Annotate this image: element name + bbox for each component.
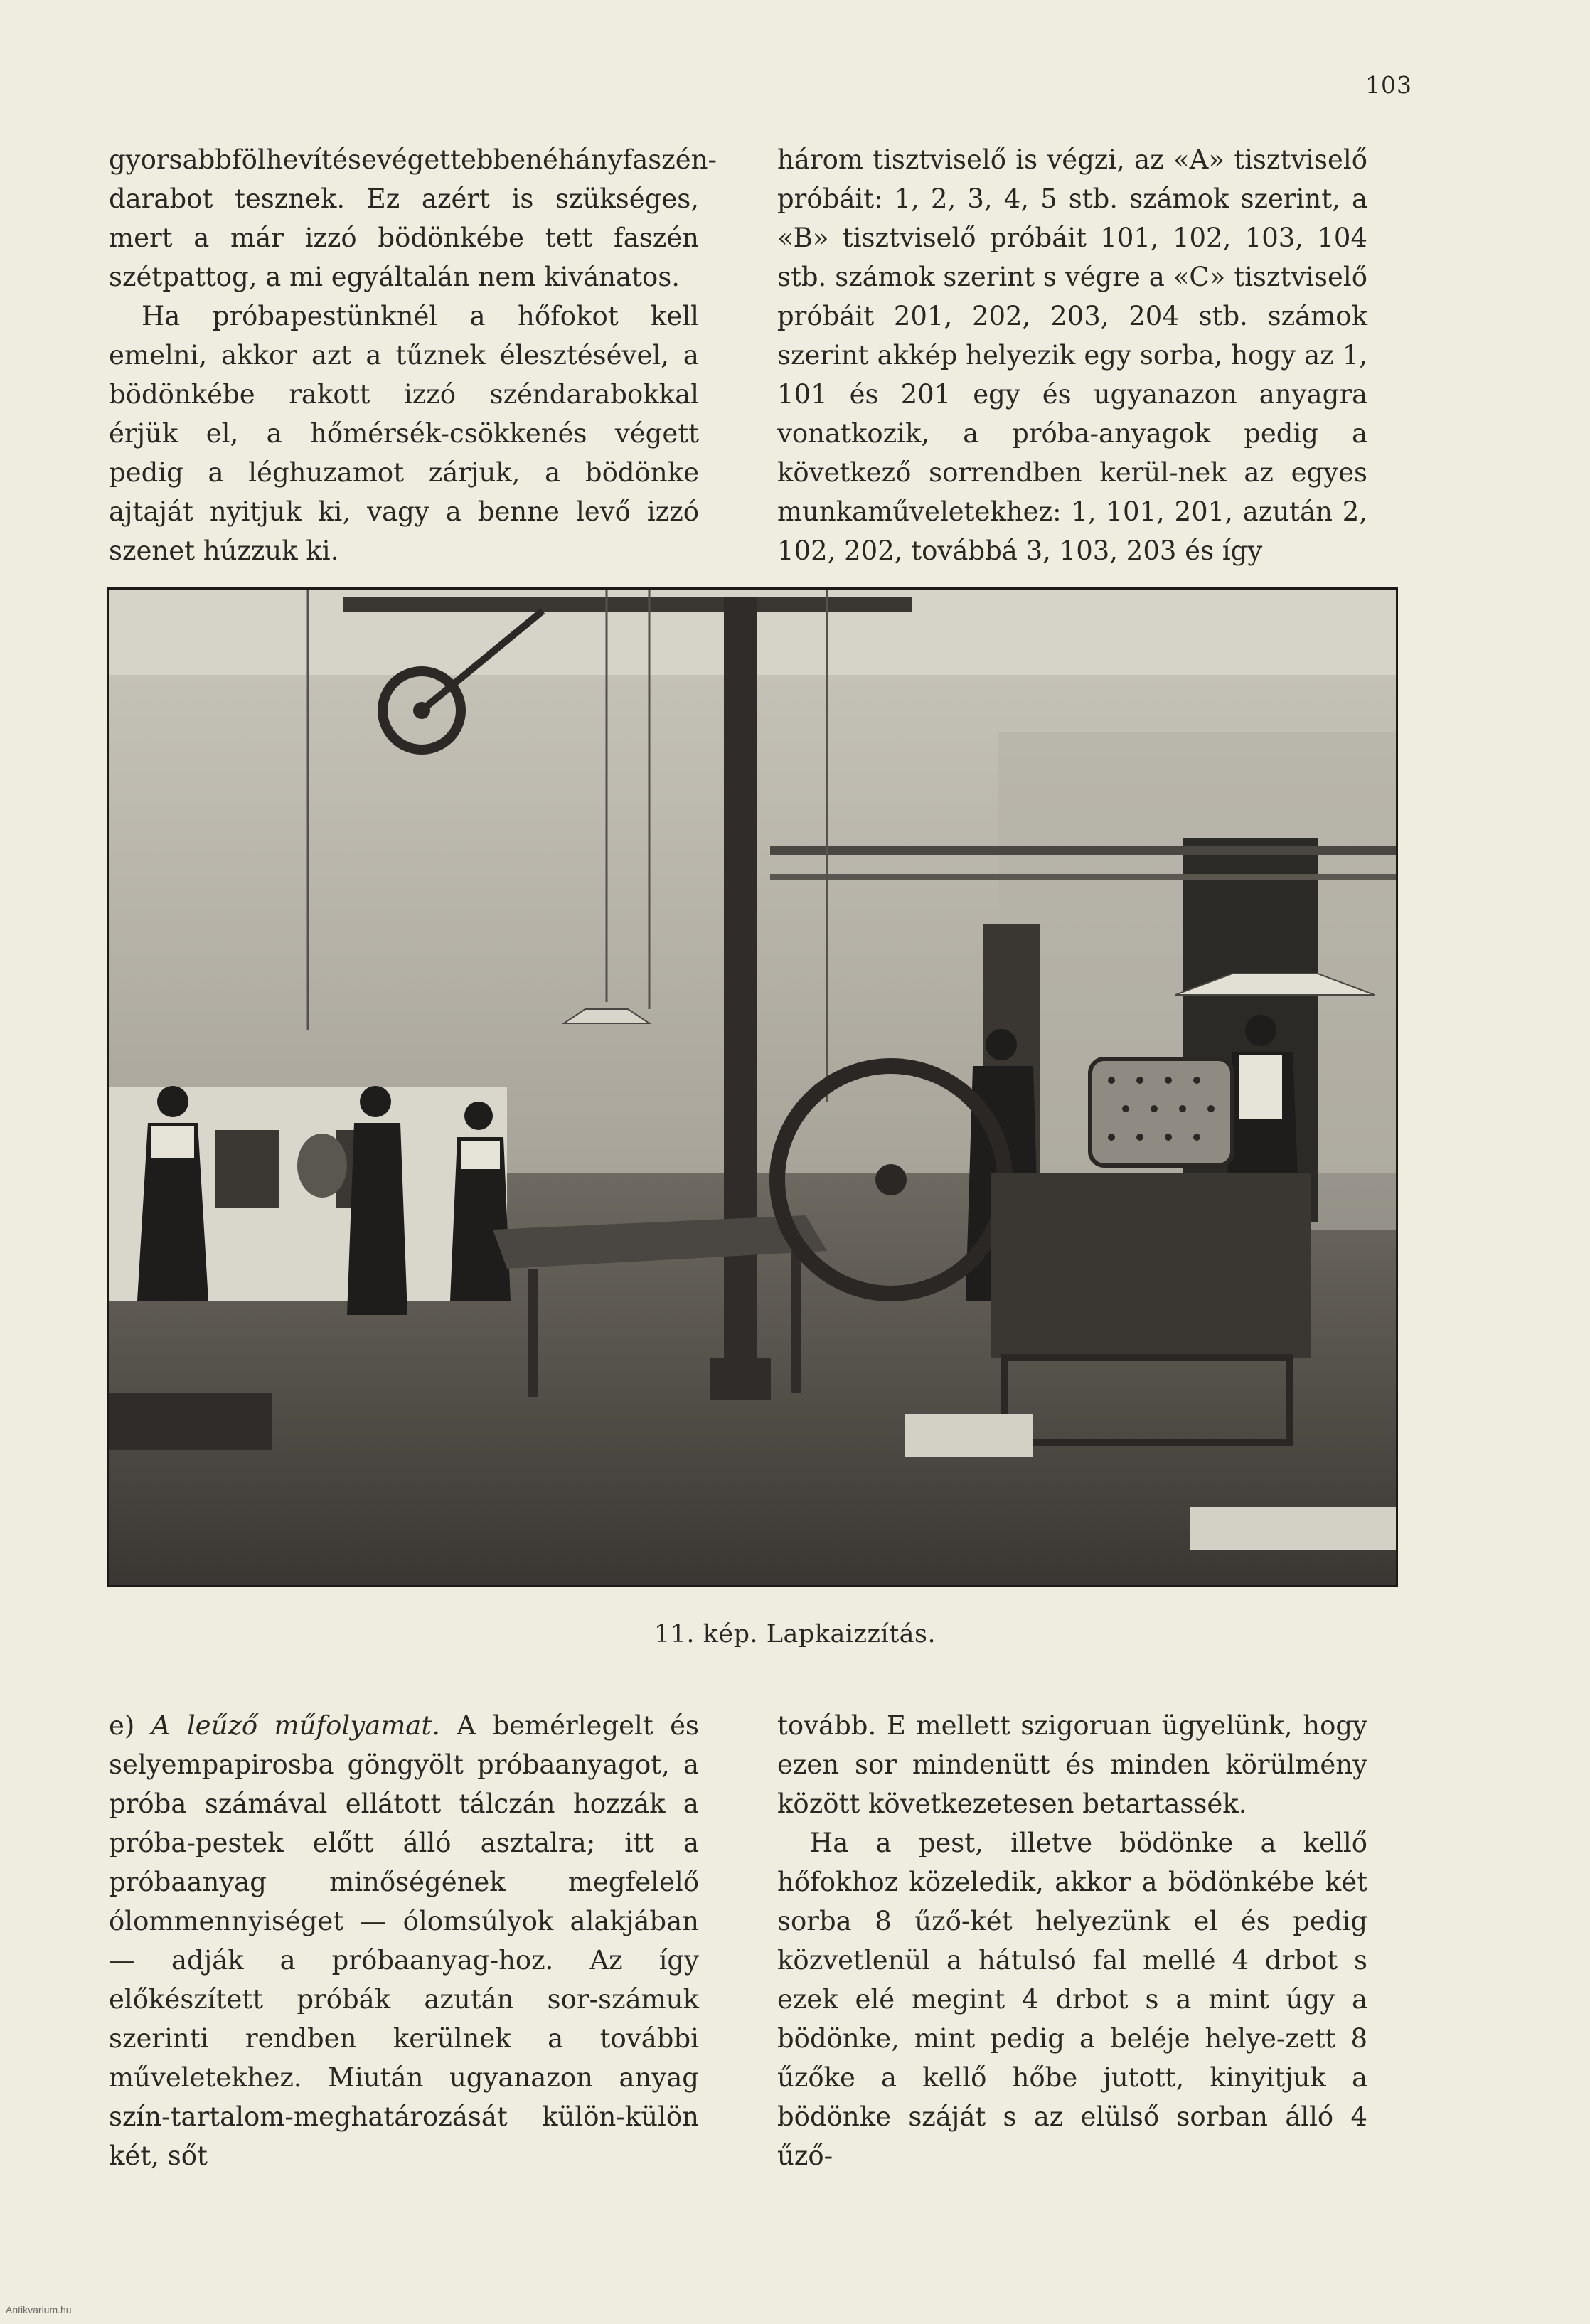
top-right-column: [777, 140, 1367, 570]
section-text: A bemérlegelt és selyempapirosba göngyölt próbaanyagot, a próba számával ellátott tálczán hozzák a próba-pestek előtt álló asztalra; itt a próbaanyag minőségének megfelelő ólommennyiséget — ólomsúlyok alakjában — adják a próbaanyag-hoz. Az így előkészített próbák azután sor-számuk szerinti rendben kerülnek a további műveletekhez. Miután ugyanazon anyag szín-tartalom-meghatározását külön-külön két, sőt: [109, 1710, 700, 2171]
bottom-right-column: [777, 1706, 1367, 2175]
figure-caption: 11. kép. Lapkaizzítás.: [653, 1620, 937, 1648]
page-number: 103: [1365, 71, 1412, 99]
bottom-left-column: [109, 1706, 699, 2175]
section-title: A leűző műfolyamat.: [151, 1710, 440, 1741]
paragraph: [109, 1706, 699, 2175]
watermark: Antikvarium.hu: [6, 2304, 72, 2315]
paragraph: tovább. E mellett szigoruan ügyelünk, hogy ezen sor mindenütt és minden körülmény között következetesen betartassék.: [777, 1710, 1367, 1819]
figure-photograph: [107, 587, 1398, 1587]
paragraph: Ha a pest, illetve bödönke a kellő hőfokhoz közeledik, akkor a bödönkébe két sorba 8 űző-két helyezünk el és pedig közvetlenül a hátulsó fal mellé 4 drbot s ezek elé megint 4 drbot s a mint úgy a bödönke, mint pedig a beléje helye-zett 8 űzőke a kellő hőbe jutott, kinyitjuk a bödönke száját s az elülső sorban álló 4 űző-: [777, 1828, 1367, 2171]
factory-workshop-illustration: [109, 590, 1396, 1585]
paragraph: Ha próbapestünknél a hőfokot kell emelni, akkor azt a tűznek élesztésével, a bödönkébe rakott izzó széndarabokkal érjük el, a hőmérsék-csökkenés végett pedig a léghuzamot zárjuk, a bödönke ajtaját nyitjuk ki, vagy a benne levő izzó szenet húzzuk ki.: [109, 301, 699, 566]
section-label: e): [109, 1710, 135, 1741]
paragraph: gyorsabbfölhevítésevégettebbenéhányfaszén-darabot tesznek. Ez azért is szükséges, mert a már izzó bödönkébe tett faszén szétpattog, a mi egyáltalán nem kivánatos.: [109, 144, 717, 292]
paragraph: három tisztviselő is végzi, az «A» tisztviselő próbáit: 1, 2, 3, 4, 5 stb. számok szerint, a «B» tisztviselő próbáit 101, 102, 103, 104 stb. számok szerint s végre a «C» tisztviselő próbáit 201, 202, 203, 204 stb. számok szerint akkép helyezik egy sorba, hogy az 1, 101 és 201 egy és ugyanazon anyagra vonatkozik, a próba-anyagok pedig a következő sorrendben kerül-nek az egyes munkaműveletekhez: 1, 101, 201, azután 2, 102, 202, továbbá 3, 103, 203 és így: [777, 144, 1367, 566]
top-left-column: [109, 140, 717, 570]
